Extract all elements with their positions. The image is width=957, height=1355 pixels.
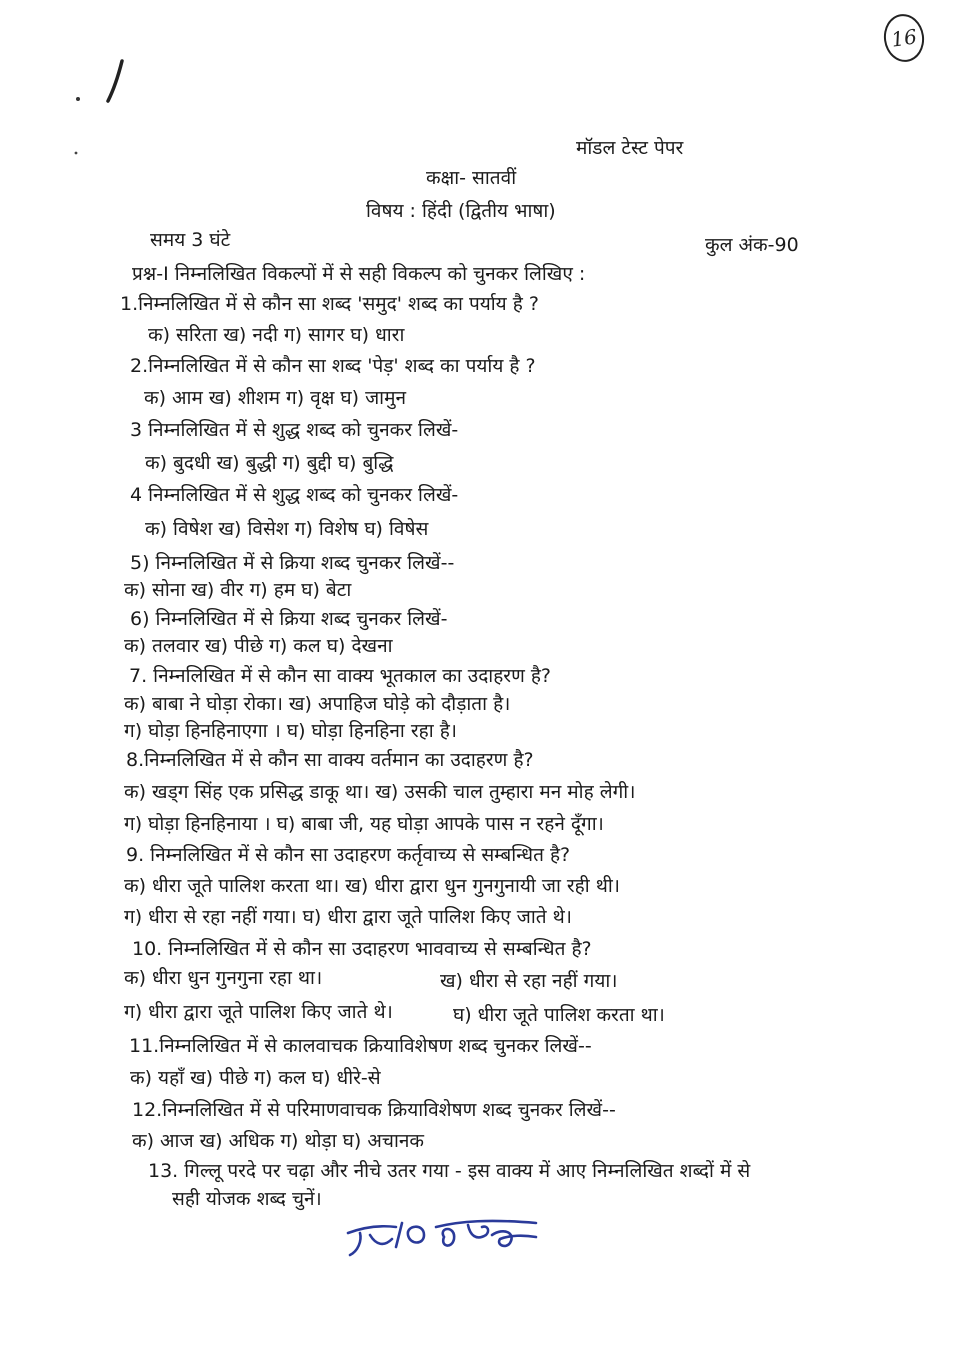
options-7a: क) बाबा ने घोड़ा रोका। ख) अपाहिज घोड़े को दौड़ाता है। [124,693,511,715]
question-3: 3 निम्नलिखित में से शुद्ध शब्द को चुनकर लिखें- [130,419,459,441]
total-marks: कुल अंक-90 [705,234,799,256]
options-10d: घ) धीरा जूते पालिश करता था। [453,1004,665,1026]
question-6: 6) निम्नलिखित में से क्रिया शब्द चुनकर लिखें- [130,608,448,630]
question-9: 9. निम्नलिखित में से कौन सा उदाहरण कर्तृवाच्य से सम्बन्धित है? [126,844,571,866]
options-5: क) सोना ख) वीर ग) हम घ) बेटा [124,579,352,601]
section-instruction: प्रश्न-I निम्नलिखित विकल्पों में से सही विकल्प को चुनकर लिखिए : [132,263,586,285]
paper-title: मॉडल टेस्ट पेपर [576,137,684,159]
question-13-cont: सही योजक शब्द चुनें। [172,1188,322,1210]
options-8a: क) खड्ग सिंह एक प्रसिद्ध डाकू था। ख) उसकी चाल तुम्हारा मन मोह लेगी। [124,781,636,803]
options-7b: ग) घोड़ा हिनहिनाएगा । घ) घोड़ा हिनहिना रहा है। [124,720,457,742]
options-8b: ग) घोड़ा हिनहिनाया । घ) बाबा जी, यह घोड़ा आपके पास न रहने दूँगा। [124,813,604,835]
question-1: 1.निम्नलिखित में से कौन सा शब्द 'समुद' शब्द का पर्याय है ? [120,293,539,315]
options-12: क) आज ख) अधिक ग) थोड़ा घ) अचानक [132,1130,425,1152]
options-3: क) बुदधी ख) बुद्धी ग) बुद्दी घ) बुद्धि [145,452,394,474]
question-7: 7. निम्नलिखित में से कौन सा वाक्य भूतकाल का उदाहरण है? [129,665,552,687]
options-4: क) विषेश ख) विसेश ग) विशेष घ) विषेस [145,518,429,540]
question-12: 12.निम्नलिखित में से परिमाणवाचक क्रियाविशेषण शब्द चुनकर लिखें-- [132,1099,616,1121]
question-11: 11.निम्नलिखित में से कालवाचक क्रियाविशेषण शब्द चुनकर लिखें-- [129,1035,592,1057]
question-8: 8.निम्नलिखित में से कौन सा वाक्य वर्तमान का उदाहरण है? [126,749,534,771]
class-line: कक्षा- सातवीं [426,167,517,189]
options-9b: ग) धीरा से रहा नहीं गया। घ) धीरा द्वारा जूते पालिश किए जाते थे। [124,906,572,928]
question-5: 5) निम्नलिखित में से क्रिया शब्द चुनकर लिखें-- [130,552,455,574]
options-10c: ग) धीरा द्वारा जूते पालिश किए जाते थे। [124,1001,393,1023]
options-1: क) सरिता ख) नदी ग) सागर घ) धारा [148,324,405,346]
pen-stroke-mark [70,55,140,165]
question-13: 13. गिल्लू परदे पर चढ़ा और नीचे उतर गया - इस वाक्य में आए निम्नलिखित शब्दों में से [148,1160,751,1182]
page-number: 16 [881,11,927,64]
subject-line: विषय : हिंदी (द्वितीय भाषा) [366,200,556,222]
options-10a: क) धीरा धुन गुनगुना रहा था। [124,967,323,989]
options-10b: ख) धीरा से रहा नहीं गया। [440,970,618,992]
handwritten-signature [340,1205,550,1265]
options-11: क) यहाँ ख) पीछे ग) कल घ) धीरे-से [130,1067,381,1089]
options-2: क) आम ख) शीशम ग) वृक्ष घ) जामुन [144,387,407,409]
question-4: 4 निम्नलिखित में से शुद्ध शब्द को चुनकर लिखें- [130,484,459,506]
question-2: 2.निम्नलिखित में से कौन सा शब्द 'पेड़' शब्द का पर्याय है ? [130,355,536,377]
time-allowed: समय 3 घंटे [150,229,231,251]
question-10: 10. निम्नलिखित में से कौन सा उदाहरण भाववाच्य से सम्बन्धित है? [132,938,592,960]
options-6: क) तलवार ख) पीछे ग) कल घ) देखना [124,635,393,657]
options-9a: क) धीरा जूते पालिश करता था। ख) धीरा द्वारा धुन गुनगुनायी जा रही थी। [124,875,620,897]
